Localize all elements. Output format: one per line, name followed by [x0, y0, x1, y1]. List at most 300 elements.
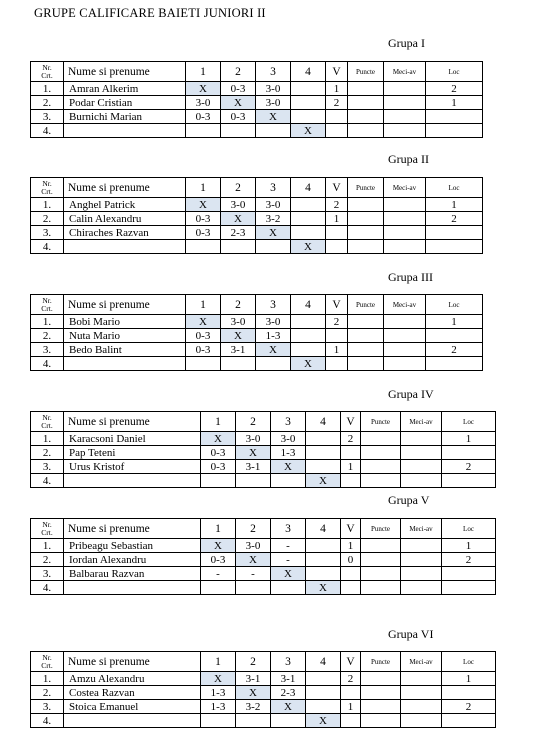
victories-cell — [341, 714, 361, 728]
loc-cell: 1 — [442, 539, 496, 553]
puncte-cell — [348, 212, 384, 226]
meci-av-cell — [384, 357, 426, 371]
meci-av-cell — [384, 226, 426, 240]
row-number: 2. — [31, 212, 64, 226]
puncte-cell — [348, 96, 384, 110]
result-cell-3 — [256, 240, 291, 254]
header-meci-av: Meci-av — [384, 295, 426, 315]
puncte-cell — [361, 432, 401, 446]
loc-cell: 2 — [426, 82, 483, 96]
player-name: Amzu Alexandru — [64, 672, 201, 686]
header-name: Nume si prenume — [64, 412, 201, 432]
result-cell-4 — [291, 226, 326, 240]
row-number: 3. — [31, 460, 64, 474]
player-name: Bedo Balint — [64, 343, 186, 357]
table-row — [31, 212, 483, 226]
player-name: Burnichi Marian — [64, 110, 186, 124]
result-cell-3: - — [271, 553, 306, 567]
table-row — [31, 446, 496, 460]
header-nr-crt — [31, 519, 64, 539]
result-cell-1: 3-0 — [186, 96, 221, 110]
table-row — [31, 460, 496, 474]
table-row — [31, 315, 483, 329]
header-col-2: 2 — [236, 652, 271, 672]
header-nr: Nr. — [42, 519, 52, 529]
group-table — [30, 294, 483, 371]
result-cell-1: 0-3 — [186, 226, 221, 240]
group-label: Grupa I — [388, 36, 425, 50]
result-cell-2: 3-1 — [221, 343, 256, 357]
header-col-1: 1 — [201, 652, 236, 672]
header-loc: Loc — [426, 62, 483, 82]
result-cell-3: 3-1 — [271, 672, 306, 686]
loc-cell — [426, 124, 483, 138]
result-cell-1: 0-3 — [201, 553, 236, 567]
loc-cell: 2 — [442, 460, 496, 474]
result-cell-2: - — [236, 567, 271, 581]
loc-cell — [442, 714, 496, 728]
self-match-cell: X — [271, 460, 306, 474]
victories-cell — [341, 567, 361, 581]
result-cell-2: 0-3 — [221, 82, 256, 96]
victories-cell — [341, 581, 361, 595]
header-col-4: 4 — [306, 519, 341, 539]
header-name: Nume si prenume — [64, 178, 186, 198]
victories-cell: 1 — [341, 700, 361, 714]
puncte-cell — [348, 124, 384, 138]
result-cell-1: 0-3 — [186, 329, 221, 343]
loc-cell: 1 — [426, 96, 483, 110]
result-cell-4 — [306, 446, 341, 460]
victories-cell — [326, 110, 348, 124]
header-nr: Nr. — [42, 295, 52, 305]
header-col-3: 3 — [271, 519, 306, 539]
meci-av-cell — [401, 714, 442, 728]
table-row — [31, 432, 496, 446]
table-row — [31, 124, 483, 138]
victories-cell — [341, 474, 361, 488]
result-cell-2 — [221, 240, 256, 254]
group-table — [30, 61, 483, 138]
self-match-cell: X — [271, 700, 306, 714]
loc-cell: 2 — [426, 212, 483, 226]
header-meci-av: Meci-av — [384, 62, 426, 82]
loc-cell: 2 — [442, 700, 496, 714]
header-col-2: 2 — [236, 519, 271, 539]
result-cell-4 — [291, 212, 326, 226]
row-number: 2. — [31, 329, 64, 343]
header-victories: V — [341, 652, 361, 672]
row-number: 2. — [31, 553, 64, 567]
meci-av-cell — [384, 198, 426, 212]
table-row — [31, 474, 496, 488]
result-cell-3: 3-0 — [271, 432, 306, 446]
victories-cell: 1 — [341, 460, 361, 474]
header-nr: Nr. — [42, 412, 52, 422]
player-name: Calin Alexandru — [64, 212, 186, 226]
header-nr-crt — [31, 62, 64, 82]
victories-cell: 1 — [326, 82, 348, 96]
result-cell-2: 3-2 — [236, 700, 271, 714]
group-label: Grupa IV — [388, 387, 434, 401]
meci-av-cell — [384, 82, 426, 96]
header-nr: Nr. — [42, 178, 52, 188]
player-name: Pribeagu Sebastian — [64, 539, 201, 553]
header-nr-crt — [31, 652, 64, 672]
header-loc: Loc — [426, 295, 483, 315]
player-name: Bobi Mario — [64, 315, 186, 329]
victories-cell — [326, 329, 348, 343]
self-match-cell: X — [236, 553, 271, 567]
result-cell-1: 0-3 — [201, 446, 236, 460]
player-name: Iordan Alexandru — [64, 553, 201, 567]
victories-cell — [326, 240, 348, 254]
self-match-cell: X — [186, 315, 221, 329]
row-number: 1. — [31, 432, 64, 446]
meci-av-cell — [384, 343, 426, 357]
puncte-cell — [348, 240, 384, 254]
result-cell-1: - — [201, 567, 236, 581]
puncte-cell — [348, 82, 384, 96]
row-number: 3. — [31, 110, 64, 124]
self-match-cell: X — [221, 329, 256, 343]
result-cell-4 — [291, 82, 326, 96]
self-match-cell: X — [256, 226, 291, 240]
row-number: 3. — [31, 700, 64, 714]
header-nr-crt — [31, 412, 64, 432]
result-cell-2: 3-0 — [221, 198, 256, 212]
loc-cell: 2 — [442, 553, 496, 567]
row-number: 1. — [31, 672, 64, 686]
header-col-2: 2 — [221, 295, 256, 315]
loc-cell — [442, 474, 496, 488]
result-cell-4 — [306, 686, 341, 700]
self-match-cell: X — [306, 581, 341, 595]
header-meci-av: Meci-av — [401, 412, 442, 432]
table-row — [31, 581, 496, 595]
result-cell-4 — [306, 432, 341, 446]
row-number: 1. — [31, 82, 64, 96]
row-number: 2. — [31, 446, 64, 460]
result-cell-4 — [306, 553, 341, 567]
victories-cell: 2 — [341, 432, 361, 446]
result-cell-2: 3-0 — [236, 539, 271, 553]
header-crt: Crt. — [41, 527, 53, 537]
result-cell-3: 1-3 — [271, 446, 306, 460]
self-match-cell: X — [306, 474, 341, 488]
meci-av-cell — [401, 460, 442, 474]
victories-cell — [341, 446, 361, 460]
table-row — [31, 110, 483, 124]
meci-av-cell — [384, 124, 426, 138]
header-col-1: 1 — [186, 178, 221, 198]
self-match-cell: X — [271, 567, 306, 581]
result-cell-2 — [236, 581, 271, 595]
self-match-cell: X — [236, 446, 271, 460]
result-cell-4 — [291, 96, 326, 110]
victories-cell — [326, 357, 348, 371]
puncte-cell — [361, 714, 401, 728]
header-col-3: 3 — [271, 652, 306, 672]
header-puncte: Puncte — [361, 519, 401, 539]
header-puncte: Puncte — [348, 178, 384, 198]
header-name: Nume si prenume — [64, 519, 201, 539]
header-col-3: 3 — [256, 178, 291, 198]
puncte-cell — [361, 567, 401, 581]
table-row — [31, 329, 483, 343]
loc-cell: 1 — [426, 315, 483, 329]
header-puncte: Puncte — [361, 652, 401, 672]
player-name — [64, 581, 201, 595]
header-crt: Crt. — [41, 303, 53, 313]
loc-cell — [442, 581, 496, 595]
header-row — [31, 62, 483, 82]
table-row — [31, 700, 496, 714]
header-puncte: Puncte — [361, 412, 401, 432]
meci-av-cell — [401, 553, 442, 567]
player-name: Anghel Patrick — [64, 198, 186, 212]
result-cell-2 — [236, 474, 271, 488]
header-col-3: 3 — [256, 62, 291, 82]
result-cell-3: 3-2 — [256, 212, 291, 226]
group-label: Grupa III — [388, 270, 433, 284]
result-cell-3 — [271, 714, 306, 728]
puncte-cell — [361, 700, 401, 714]
player-name: Podar Cristian — [64, 96, 186, 110]
puncte-cell — [361, 460, 401, 474]
victories-cell — [341, 686, 361, 700]
result-cell-3: 1-3 — [256, 329, 291, 343]
victories-cell: 2 — [326, 198, 348, 212]
self-match-cell: X — [201, 432, 236, 446]
victories-cell: 1 — [326, 212, 348, 226]
self-match-cell: X — [236, 686, 271, 700]
header-puncte: Puncte — [348, 295, 384, 315]
puncte-cell — [348, 357, 384, 371]
player-name: Nuta Mario — [64, 329, 186, 343]
puncte-cell — [361, 672, 401, 686]
header-col-4: 4 — [291, 178, 326, 198]
row-number: 2. — [31, 686, 64, 700]
header-col-1: 1 — [186, 62, 221, 82]
self-match-cell: X — [306, 714, 341, 728]
result-cell-3 — [256, 124, 291, 138]
table-row — [31, 357, 483, 371]
group-label: Grupa II — [388, 152, 429, 166]
result-cell-3: 3-0 — [256, 198, 291, 212]
header-crt: Crt. — [41, 186, 53, 196]
player-name — [64, 124, 186, 138]
header-nr-crt — [31, 295, 64, 315]
victories-cell — [326, 226, 348, 240]
meci-av-cell — [384, 329, 426, 343]
loc-cell — [426, 240, 483, 254]
result-cell-3: 3-0 — [256, 82, 291, 96]
puncte-cell — [348, 226, 384, 240]
result-cell-2: 3-0 — [221, 315, 256, 329]
loc-cell — [442, 567, 496, 581]
result-cell-3: - — [271, 539, 306, 553]
header-col-4: 4 — [291, 295, 326, 315]
puncte-cell — [348, 315, 384, 329]
meci-av-cell — [401, 672, 442, 686]
table-row — [31, 226, 483, 240]
header-meci-av: Meci-av — [384, 178, 426, 198]
header-row — [31, 519, 496, 539]
group-table — [30, 177, 483, 254]
row-number: 4. — [31, 240, 64, 254]
header-nr: Nr. — [42, 652, 52, 662]
result-cell-3: 2-3 — [271, 686, 306, 700]
player-name: Costea Razvan — [64, 686, 201, 700]
victories-cell: 2 — [326, 96, 348, 110]
result-cell-1: 0-3 — [201, 460, 236, 474]
group-table — [30, 518, 496, 595]
result-cell-2: 3-1 — [236, 672, 271, 686]
result-cell-1: 0-3 — [186, 343, 221, 357]
player-name: Karacsoni Daniel — [64, 432, 201, 446]
result-cell-1 — [201, 581, 236, 595]
puncte-cell — [348, 110, 384, 124]
header-col-4: 4 — [306, 652, 341, 672]
result-cell-2 — [221, 124, 256, 138]
self-match-cell: X — [201, 672, 236, 686]
result-cell-1: 0-3 — [186, 212, 221, 226]
header-nr: Nr. — [42, 62, 52, 72]
group-table — [30, 651, 496, 728]
header-col-2: 2 — [221, 62, 256, 82]
player-name: Chiraches Razvan — [64, 226, 186, 240]
loc-cell — [442, 686, 496, 700]
puncte-cell — [361, 446, 401, 460]
player-name — [64, 714, 201, 728]
victories-cell: 2 — [326, 315, 348, 329]
result-cell-3 — [256, 357, 291, 371]
self-match-cell: X — [256, 343, 291, 357]
table-row — [31, 553, 496, 567]
result-cell-4 — [306, 539, 341, 553]
self-match-cell: X — [186, 198, 221, 212]
row-number: 1. — [31, 539, 64, 553]
header-name: Nume si prenume — [64, 62, 186, 82]
puncte-cell — [361, 581, 401, 595]
row-number: 4. — [31, 474, 64, 488]
header-col-2: 2 — [221, 178, 256, 198]
loc-cell: 1 — [426, 198, 483, 212]
player-name: Urus Kristof — [64, 460, 201, 474]
result-cell-1 — [186, 240, 221, 254]
header-victories: V — [326, 178, 348, 198]
header-row — [31, 652, 496, 672]
header-victories: V — [341, 412, 361, 432]
victories-cell: 1 — [326, 343, 348, 357]
header-victories: V — [326, 295, 348, 315]
loc-cell — [426, 110, 483, 124]
table-row — [31, 672, 496, 686]
header-name: Nume si prenume — [64, 295, 186, 315]
row-number: 4. — [31, 357, 64, 371]
puncte-cell — [348, 329, 384, 343]
header-loc: Loc — [426, 178, 483, 198]
row-number: 3. — [31, 567, 64, 581]
player-name — [64, 357, 186, 371]
result-cell-4 — [306, 672, 341, 686]
result-cell-3 — [271, 474, 306, 488]
loc-cell — [426, 226, 483, 240]
row-number: 2. — [31, 96, 64, 110]
header-col-4: 4 — [291, 62, 326, 82]
header-crt: Crt. — [41, 420, 53, 430]
header-loc: Loc — [442, 412, 496, 432]
header-name: Nume si prenume — [64, 652, 201, 672]
row-number: 3. — [31, 226, 64, 240]
self-match-cell: X — [186, 82, 221, 96]
result-cell-4 — [306, 460, 341, 474]
self-match-cell: X — [291, 240, 326, 254]
meci-av-cell — [384, 240, 426, 254]
header-victories: V — [326, 62, 348, 82]
result-cell-2: 0-3 — [221, 110, 256, 124]
header-puncte: Puncte — [348, 62, 384, 82]
page-title: GRUPE CALIFICARE BAIETI JUNIORI II — [34, 6, 266, 20]
meci-av-cell — [401, 432, 442, 446]
result-cell-1 — [201, 714, 236, 728]
loc-cell: 1 — [442, 432, 496, 446]
result-cell-1 — [201, 474, 236, 488]
puncte-cell — [361, 539, 401, 553]
table-row — [31, 567, 496, 581]
meci-av-cell — [384, 96, 426, 110]
table-row — [31, 539, 496, 553]
row-number: 1. — [31, 198, 64, 212]
meci-av-cell — [401, 446, 442, 460]
result-cell-1: 1-3 — [201, 686, 236, 700]
result-cell-4 — [291, 329, 326, 343]
player-name — [64, 240, 186, 254]
result-cell-2: 3-0 — [236, 432, 271, 446]
self-match-cell: X — [291, 357, 326, 371]
puncte-cell — [348, 198, 384, 212]
result-cell-4 — [291, 315, 326, 329]
meci-av-cell — [401, 539, 442, 553]
player-name — [64, 474, 201, 488]
header-col-4: 4 — [306, 412, 341, 432]
self-match-cell: X — [201, 539, 236, 553]
result-cell-4 — [306, 700, 341, 714]
victories-cell — [326, 124, 348, 138]
result-cell-3 — [271, 581, 306, 595]
meci-av-cell — [384, 315, 426, 329]
header-loc: Loc — [442, 519, 496, 539]
table-row — [31, 96, 483, 110]
player-name: Pap Teteni — [64, 446, 201, 460]
header-victories: V — [341, 519, 361, 539]
result-cell-2 — [236, 714, 271, 728]
table-row — [31, 198, 483, 212]
header-col-1: 1 — [201, 412, 236, 432]
result-cell-2 — [221, 357, 256, 371]
loc-cell — [442, 446, 496, 460]
meci-av-cell — [401, 700, 442, 714]
victories-cell: 2 — [341, 672, 361, 686]
self-match-cell: X — [221, 96, 256, 110]
table-row — [31, 240, 483, 254]
table-row — [31, 686, 496, 700]
header-meci-av: Meci-av — [401, 519, 442, 539]
group-label: Grupa VI — [388, 627, 434, 641]
result-cell-1: 1-3 — [201, 700, 236, 714]
header-row — [31, 178, 483, 198]
